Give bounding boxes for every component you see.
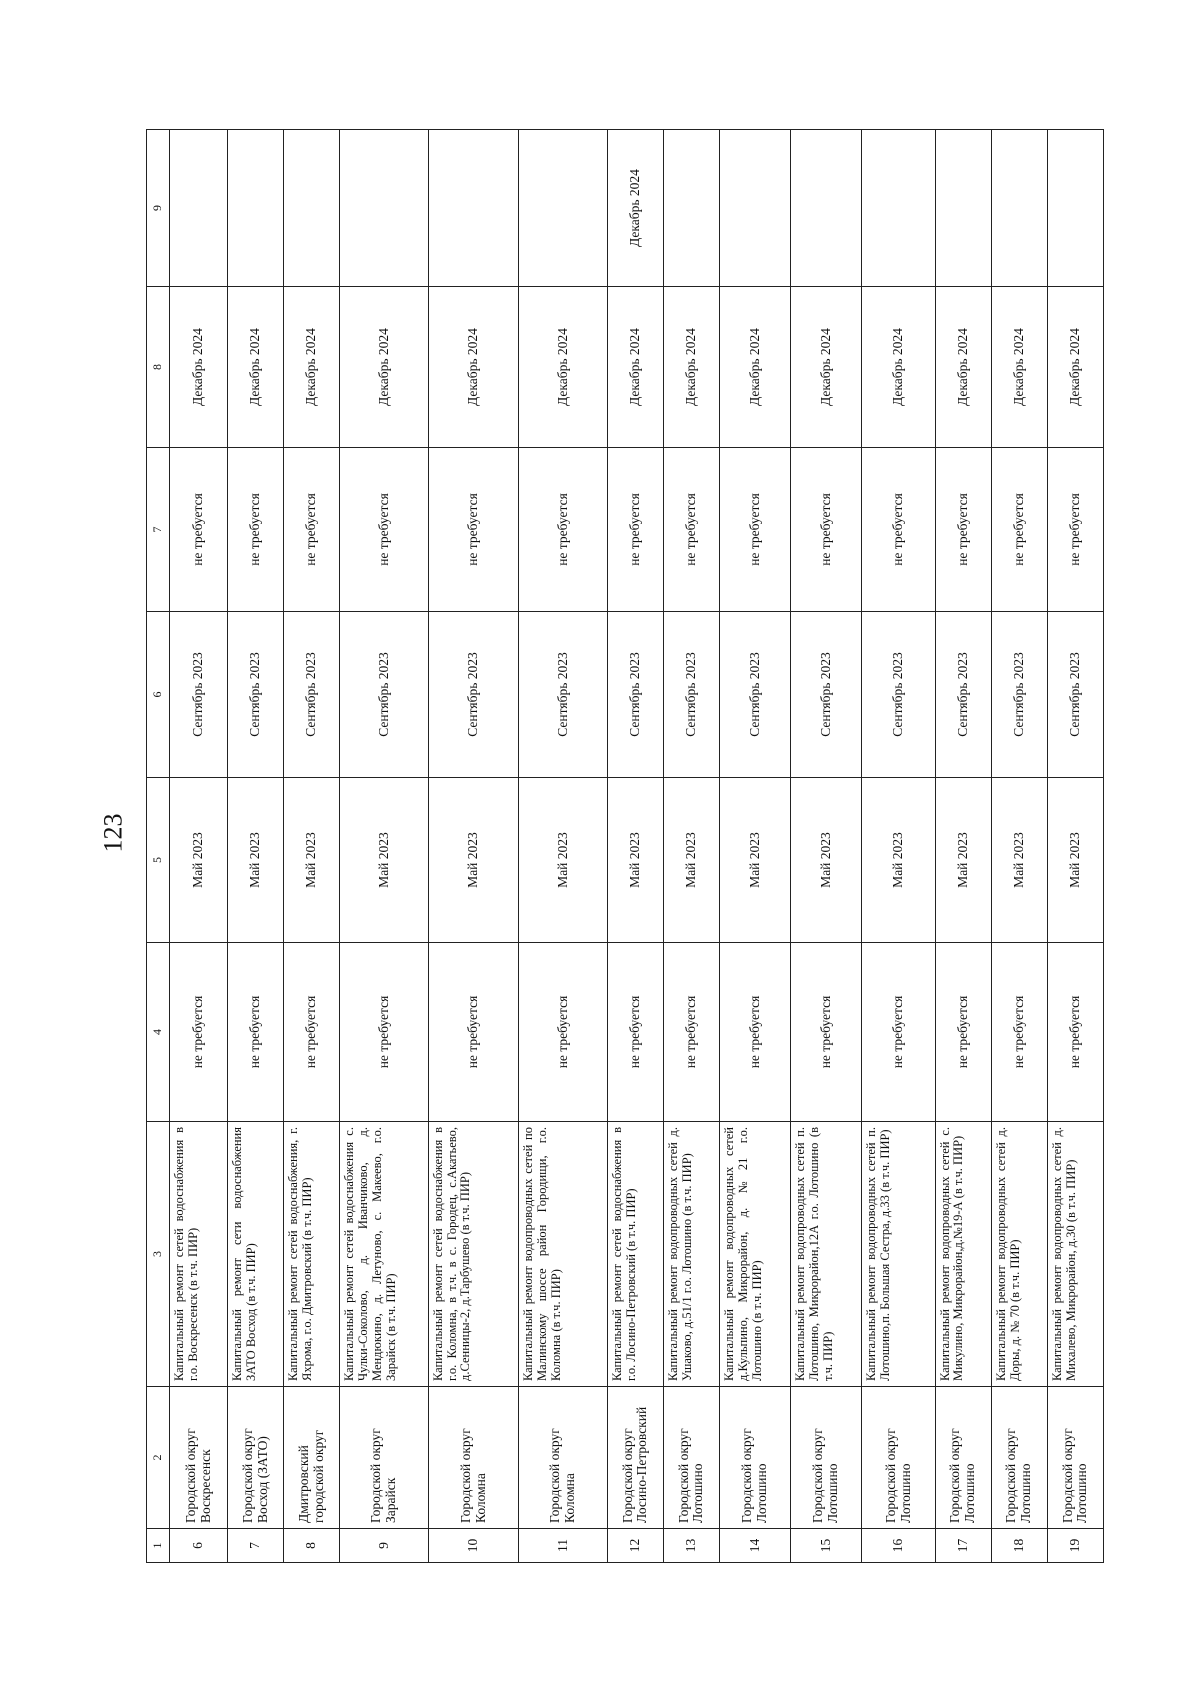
cell-col8: Декабрь 2024 xyxy=(1047,287,1103,448)
cell-col7: не требуется xyxy=(663,448,719,612)
row-number: 17 xyxy=(935,1529,991,1563)
row-number: 10 xyxy=(428,1529,519,1563)
column-header: 5 xyxy=(147,778,170,943)
column-header: 3 xyxy=(147,1122,170,1387)
cell-start-date: Май 2023 xyxy=(663,778,719,943)
cell-col9 xyxy=(935,130,991,287)
district-name: Городской округ Лотошино xyxy=(720,1387,791,1529)
cell-col7: не требуется xyxy=(720,448,791,612)
cell-start-date: Май 2023 xyxy=(862,778,935,943)
cell-start-date: Май 2023 xyxy=(991,778,1047,943)
cell-col4: не требуется xyxy=(935,943,991,1122)
table-row xyxy=(519,130,607,1563)
cell-col4: не требуется xyxy=(284,943,340,1122)
cell-col7: не требуется xyxy=(228,448,284,612)
cell-col7: не требуется xyxy=(791,448,862,612)
column-header: 9 xyxy=(147,130,170,287)
table-row xyxy=(1047,130,1103,1563)
district-name: Городской округ Коломна xyxy=(428,1387,519,1529)
cell-col8: Декабрь 2024 xyxy=(862,287,935,448)
district-name: Дмитровский городской округ xyxy=(284,1387,340,1529)
row-number: 9 xyxy=(340,1529,428,1563)
column-header: 8 xyxy=(147,287,170,448)
cell-col7: не требуется xyxy=(935,448,991,612)
cell-col4: не требуется xyxy=(720,943,791,1122)
row-number: 16 xyxy=(862,1529,935,1563)
work-description: Капитальный ремонт водопроводных сетей д. Доры, д. № 70 (в т.ч. ПИР) xyxy=(991,1122,1047,1387)
work-description: Капитальный ремонт сетей водоснабжения в г.о. Коломна, в т.ч. в с. Городец, с.Акатьево, д.Сенницы-2, д.Тарбушево (в т.ч. ПИР) xyxy=(428,1122,519,1387)
cell-col8: Декабрь 2024 xyxy=(519,287,607,448)
cell-col6: Сентябрь 2023 xyxy=(228,612,284,778)
cell-col6: Сентябрь 2023 xyxy=(663,612,719,778)
table-row xyxy=(862,130,935,1563)
district-name: Городской округ Зарайск xyxy=(340,1387,428,1529)
cell-col9 xyxy=(663,130,719,287)
cell-col7: не требуется xyxy=(428,448,519,612)
cell-col9: Декабрь 2024 xyxy=(607,130,663,287)
work-description: Капитальный ремонт сетей водоснабжения в г.о. Лосино-Петровский (в т.ч. ПИР) xyxy=(607,1122,663,1387)
cell-col8: Декабрь 2024 xyxy=(428,287,519,448)
row-number: 8 xyxy=(284,1529,340,1563)
cell-col9 xyxy=(862,130,935,287)
cell-col9 xyxy=(519,130,607,287)
work-description: Капитальный ремонт водопроводных сетей п. Лотошино,п. Большая Сестра, д.33 (в т.ч. ПИР) xyxy=(862,1122,935,1387)
cell-start-date: Май 2023 xyxy=(170,778,228,943)
cell-col6: Сентябрь 2023 xyxy=(170,612,228,778)
work-description: Капитальный ремонт сети водоснабжения ЗАТО Восход (в т.ч. ПИР) xyxy=(228,1122,284,1387)
cell-col6: Сентябрь 2023 xyxy=(284,612,340,778)
cell-col4: не требуется xyxy=(1047,943,1103,1122)
row-number: 11 xyxy=(519,1529,607,1563)
district-name: Городской округ Лотошино xyxy=(991,1387,1047,1529)
cell-col9 xyxy=(228,130,284,287)
cell-col8: Декабрь 2024 xyxy=(791,287,862,448)
district-name: Городской округ Лотошино xyxy=(1047,1387,1103,1529)
cell-start-date: Май 2023 xyxy=(340,778,428,943)
cell-col9 xyxy=(340,130,428,287)
row-number: 6 xyxy=(170,1529,228,1563)
table-row xyxy=(340,130,428,1563)
cell-col6: Сентябрь 2023 xyxy=(720,612,791,778)
cell-start-date: Май 2023 xyxy=(935,778,991,943)
cell-col4: не требуется xyxy=(228,943,284,1122)
table-row xyxy=(720,130,791,1563)
cell-col6: Сентябрь 2023 xyxy=(862,612,935,778)
row-number: 12 xyxy=(607,1529,663,1563)
cell-col8: Декабрь 2024 xyxy=(663,287,719,448)
cell-col6: Сентябрь 2023 xyxy=(791,612,862,778)
cell-col8: Декабрь 2024 xyxy=(340,287,428,448)
table-body xyxy=(170,130,1104,1563)
cell-col8: Декабрь 2024 xyxy=(228,287,284,448)
district-name: Городской округ Лотошино xyxy=(862,1387,935,1529)
district-name: Городской округ Лосино-Петровский xyxy=(607,1387,663,1529)
column-number-row xyxy=(147,130,170,1563)
work-description: Капитальный ремонт водопроводных сетей д.Кульпино, Микрорайон, д. №21 г.о. Лотошино (в т.ч. ПИР) xyxy=(720,1122,791,1387)
cell-col7: не требуется xyxy=(607,448,663,612)
cell-start-date: Май 2023 xyxy=(720,778,791,943)
table-row xyxy=(428,130,519,1563)
cell-start-date: Май 2023 xyxy=(428,778,519,943)
cell-col4: не требуется xyxy=(862,943,935,1122)
work-description: Капитальный ремонт водопроводных сетей д. Ушаково, д.51/1 г.о. Лотошино (в т.ч. ПИР) xyxy=(663,1122,719,1387)
cell-col7: не требуется xyxy=(340,448,428,612)
district-name: Городской округ Восход (ЗАТО) xyxy=(228,1387,284,1529)
page-number: 123 xyxy=(98,813,128,853)
work-description: Капитальный ремонт водопроводных сетей по Малинскому шоссе район Городищи, г.о. Коломна (в т.ч. ПИР) xyxy=(519,1122,607,1387)
district-name: Городской округ Воскресенск xyxy=(170,1387,228,1529)
cell-col6: Сентябрь 2023 xyxy=(607,612,663,778)
cell-col4: не требуется xyxy=(428,943,519,1122)
cell-col8: Декабрь 2024 xyxy=(991,287,1047,448)
column-header: 2 xyxy=(147,1387,170,1529)
cell-col8: Декабрь 2024 xyxy=(170,287,228,448)
work-description: Капитальный ремонт водопроводных сетей с. Микулино, Микрорайон,д.№19-А (в т.ч. ПИР) xyxy=(935,1122,991,1387)
cell-col6: Сентябрь 2023 xyxy=(519,612,607,778)
cell-start-date: Май 2023 xyxy=(519,778,607,943)
cell-col6: Сентябрь 2023 xyxy=(935,612,991,778)
column-header: 7 xyxy=(147,448,170,612)
work-description: Капитальный ремонт сетей водоснабжения с. Чулки-Соколово, д. Иванчиково, д. Мендюкино, д. Летуново, с. Макеево, г.о. Зарайск (в т.ч. ПИР) xyxy=(340,1122,428,1387)
row-number: 7 xyxy=(228,1529,284,1563)
table-row xyxy=(607,130,663,1563)
cell-col9 xyxy=(991,130,1047,287)
cell-col7: не требуется xyxy=(284,448,340,612)
cell-col7: не требуется xyxy=(1047,448,1103,612)
district-name: Городской округ Коломна xyxy=(519,1387,607,1529)
schedule-table xyxy=(146,129,1104,1563)
cell-col6: Сентябрь 2023 xyxy=(340,612,428,778)
cell-start-date: Май 2023 xyxy=(1047,778,1103,943)
cell-col9 xyxy=(428,130,519,287)
cell-col7: не требуется xyxy=(862,448,935,612)
work-description: Капитальный ремонт водопроводных сетей д. Михалево, Микрорайон, д.30 (в т.ч. ПИР) xyxy=(1047,1122,1103,1387)
cell-col4: не требуется xyxy=(791,943,862,1122)
cell-col7: не требуется xyxy=(170,448,228,612)
cell-col9 xyxy=(720,130,791,287)
cell-col6: Сентябрь 2023 xyxy=(428,612,519,778)
cell-col8: Декабрь 2024 xyxy=(720,287,791,448)
column-header: 4 xyxy=(147,943,170,1122)
cell-col9 xyxy=(1047,130,1103,287)
table-row xyxy=(170,130,228,1563)
column-header: 1 xyxy=(147,1529,170,1563)
cell-col4: не требуется xyxy=(991,943,1047,1122)
table-row xyxy=(791,130,862,1563)
row-number: 15 xyxy=(791,1529,862,1563)
cell-col8: Декабрь 2024 xyxy=(935,287,991,448)
cell-col8: Декабрь 2024 xyxy=(607,287,663,448)
cell-start-date: Май 2023 xyxy=(607,778,663,943)
row-number: 19 xyxy=(1047,1529,1103,1563)
table-row xyxy=(228,130,284,1563)
work-description: Капитальный ремонт водопроводных сетей п. Лотошино, Микрорайон,12А г.о. Лотошино (в т.ч. ПИР) xyxy=(791,1122,862,1387)
cell-col9 xyxy=(170,130,228,287)
district-name: Городской округ Лотошино xyxy=(791,1387,862,1529)
cell-start-date: Май 2023 xyxy=(284,778,340,943)
district-name: Городской округ Лотошино xyxy=(663,1387,719,1529)
rotated-table-wrapper xyxy=(146,130,1104,1563)
work-description: Капитальный ремонт сетей водоснабжения, г. Яхрома, г.о. Дмитровский (в т.ч. ПИР) xyxy=(284,1122,340,1387)
cell-col7: не требуется xyxy=(519,448,607,612)
cell-col4: не требуется xyxy=(607,943,663,1122)
cell-col6: Сентябрь 2023 xyxy=(991,612,1047,778)
table-row xyxy=(663,130,719,1563)
cell-col7: не требуется xyxy=(991,448,1047,612)
cell-col4: не требуется xyxy=(170,943,228,1122)
cell-col9 xyxy=(284,130,340,287)
cell-col4: не требуется xyxy=(340,943,428,1122)
row-number: 18 xyxy=(991,1529,1047,1563)
cell-col9 xyxy=(791,130,862,287)
cell-start-date: Май 2023 xyxy=(791,778,862,943)
cell-col6: Сентябрь 2023 xyxy=(1047,612,1103,778)
cell-start-date: Май 2023 xyxy=(228,778,284,943)
table-row xyxy=(991,130,1047,1563)
district-name: Городской округ Лотошино xyxy=(935,1387,991,1529)
row-number: 13 xyxy=(663,1529,719,1563)
column-header: 6 xyxy=(147,612,170,778)
cell-col4: не требуется xyxy=(663,943,719,1122)
row-number: 14 xyxy=(720,1529,791,1563)
cell-col8: Декабрь 2024 xyxy=(284,287,340,448)
work-description: Капитальный ремонт сетей водоснабжения в г.о. Воскресенск (в т.ч. ПИР) xyxy=(170,1122,228,1387)
cell-col4: не требуется xyxy=(519,943,607,1122)
table-row xyxy=(935,130,991,1563)
table-row xyxy=(284,130,340,1563)
